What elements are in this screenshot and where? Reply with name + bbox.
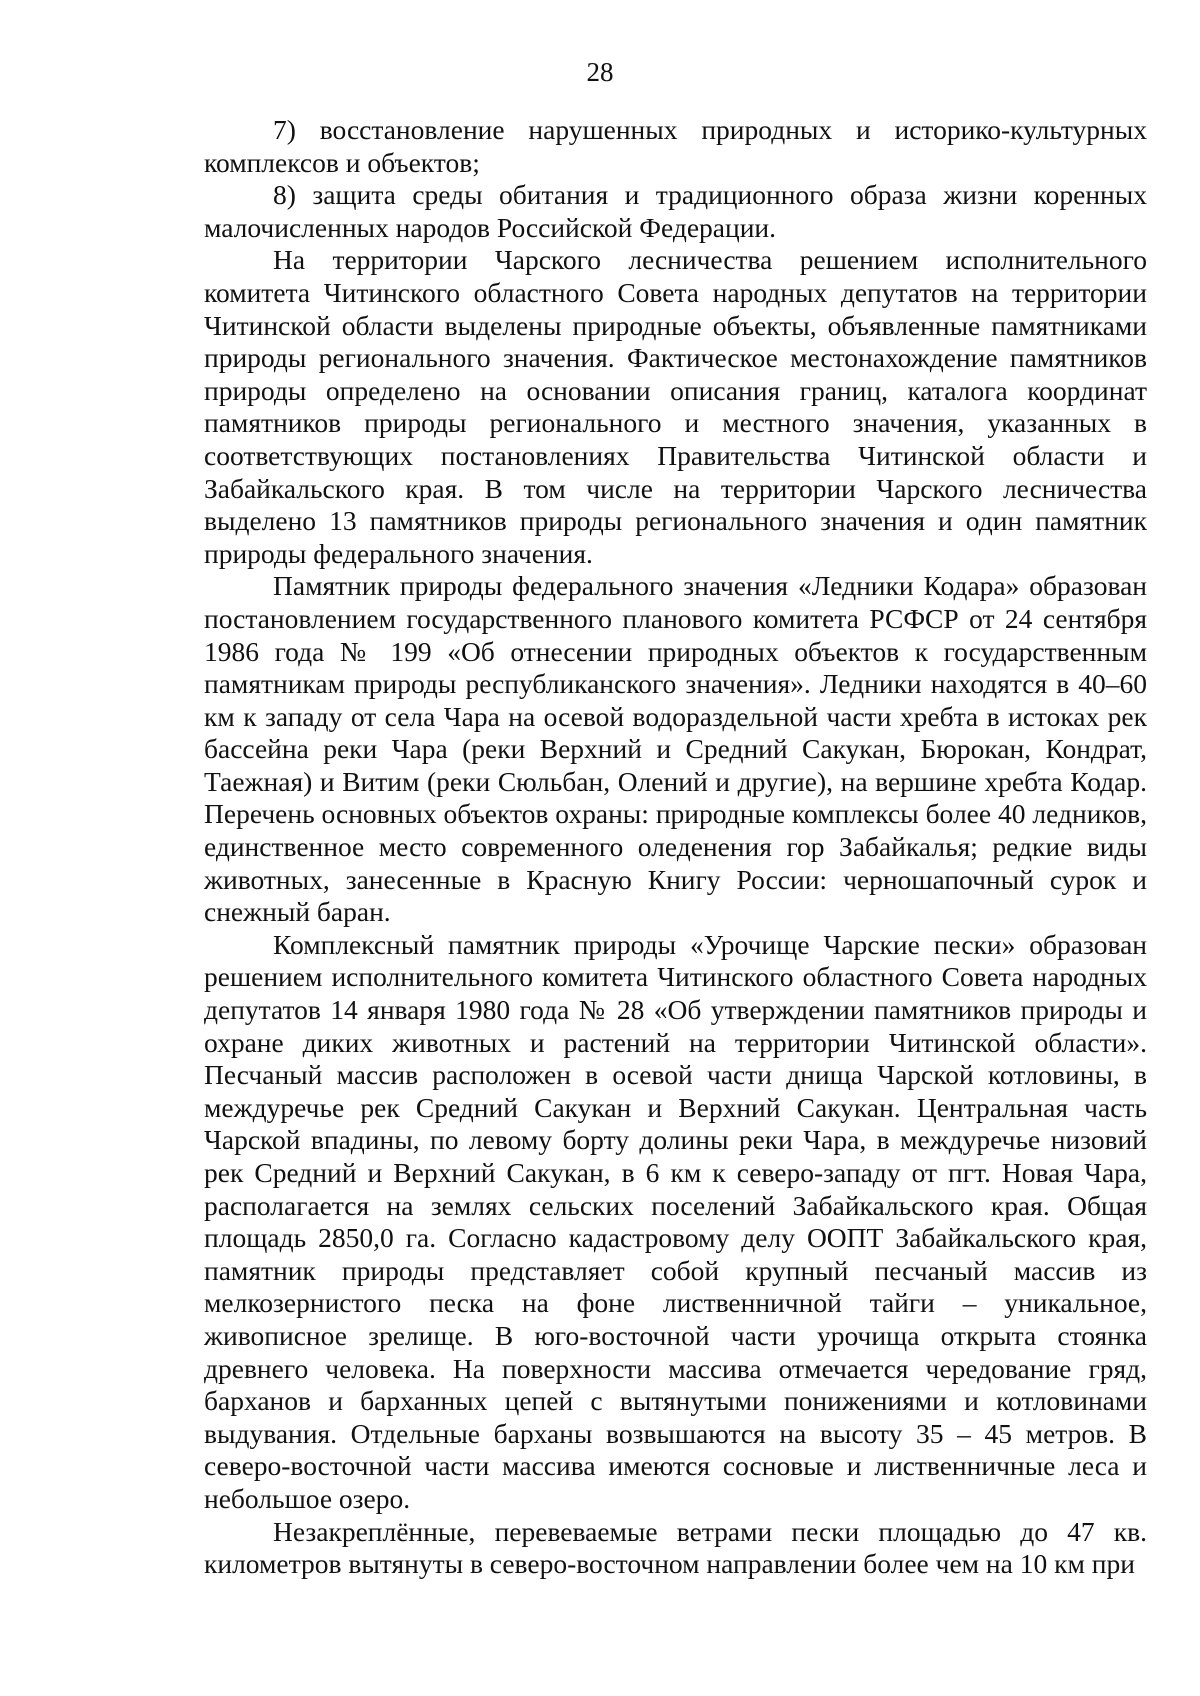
paragraph-kodar-glaciers: Памятник природы федерального значения «Ледники Кодара» образован постановлением государственного планового комитета РСФСР от 24 сентября 1986 года № 199 «Об отнесении природных объектов к государственным памятникам природы республиканского значения». Ледники находятся в 40–60 км к западу от села Чара на осевой водораздельной части хребта в истоках рек бассейна реки Чара (реки Верхний и Средний Сакукан, Бюрокан, Кондрат, Таежная) и Витим (реки Сюльбан, Олений и другие), на вершине хребта Кодар. Перечень основных объектов охраны: природные комплексы более 40 ледников, единственное место современного оледенения гор Забайкалья; редкие виды животных, занесенные в Красную Книгу России: черношапочный сурок и снежный баран. xyxy=(204,570,1147,928)
body-text xyxy=(204,114,1147,1581)
paragraph-item-8: 8) защита среды обитания и традиционного образа жизни коренных малочисленных народов Российской Федерации. xyxy=(204,179,1147,243)
paragraph-loose-sands: Незакреплённые, перевеваемые ветрами пески площадью до 47 кв. километров вытянуты в северо-восточном направлении более чем на 10 км при xyxy=(204,1515,1147,1580)
paragraph-chara-forestry: На территории Чарского лесничества решением исполнительного комитета Читинского областного Совета народных депутатов на территории Читинской области выделены природные объекты, объявленные памятниками природы регионального значения. Фактическое местонахождение памятников природы определено на основании описания границ, каталога координат памятников природы регионального и местного значения, указанных в соответствующих постановлениях Правительства Читинской области и Забайкальского края. В том числе на территории Чарского лесничества выделено 13 памятников природы регионального значения и один памятник природы федерального значения. xyxy=(204,244,1147,569)
paragraph-chara-sands: Комплексный памятник природы «Урочище Чарские пески» образован решением исполнительного комитета Читинского областного Совета народных депутатов 14 января 1980 года № 28 «Об утверждении памятников природы и охране диких животных и растений на территории Читинской области». Песчаный массив расположен в осевой части днища Чарской котловины, в междуречье рек Средний Сакукан и Верхний Сакукан. Центральная часть Чарской впадины, по левому борту долины реки Чара, в междуречье низовий рек Средний и Верхний Сакукан, в 6 км к северо-западу от пгт. Новая Чара, располагается на землях сельских поселений Забайкальского края. Общая площадь 2850,0 га. Согласно кадастровому делу ООПТ Забайкальского края, памятник природы представляет собой крупный песчаный массив из мелкозернистого песка на фоне лиственничной тайги – уникальное, живописное зрелище. В юго-восточной части урочища открыта стоянка древнего человека. На поверхности массива отмечается чередование гряд, барханов и барханных цепей с вытянутыми понижениями и котловинами выдувания. Отдельные барханы возвышаются на высоту 35 – 45 метров. В северо-восточной части массива имеются сосновые и лиственничные леса и небольшое озеро. xyxy=(204,928,1147,1514)
paragraph-item-7: 7) восстановление нарушенных природных и историко-культурных комплексов и объектов; xyxy=(204,114,1147,178)
page-number: 28 xyxy=(586,57,614,87)
